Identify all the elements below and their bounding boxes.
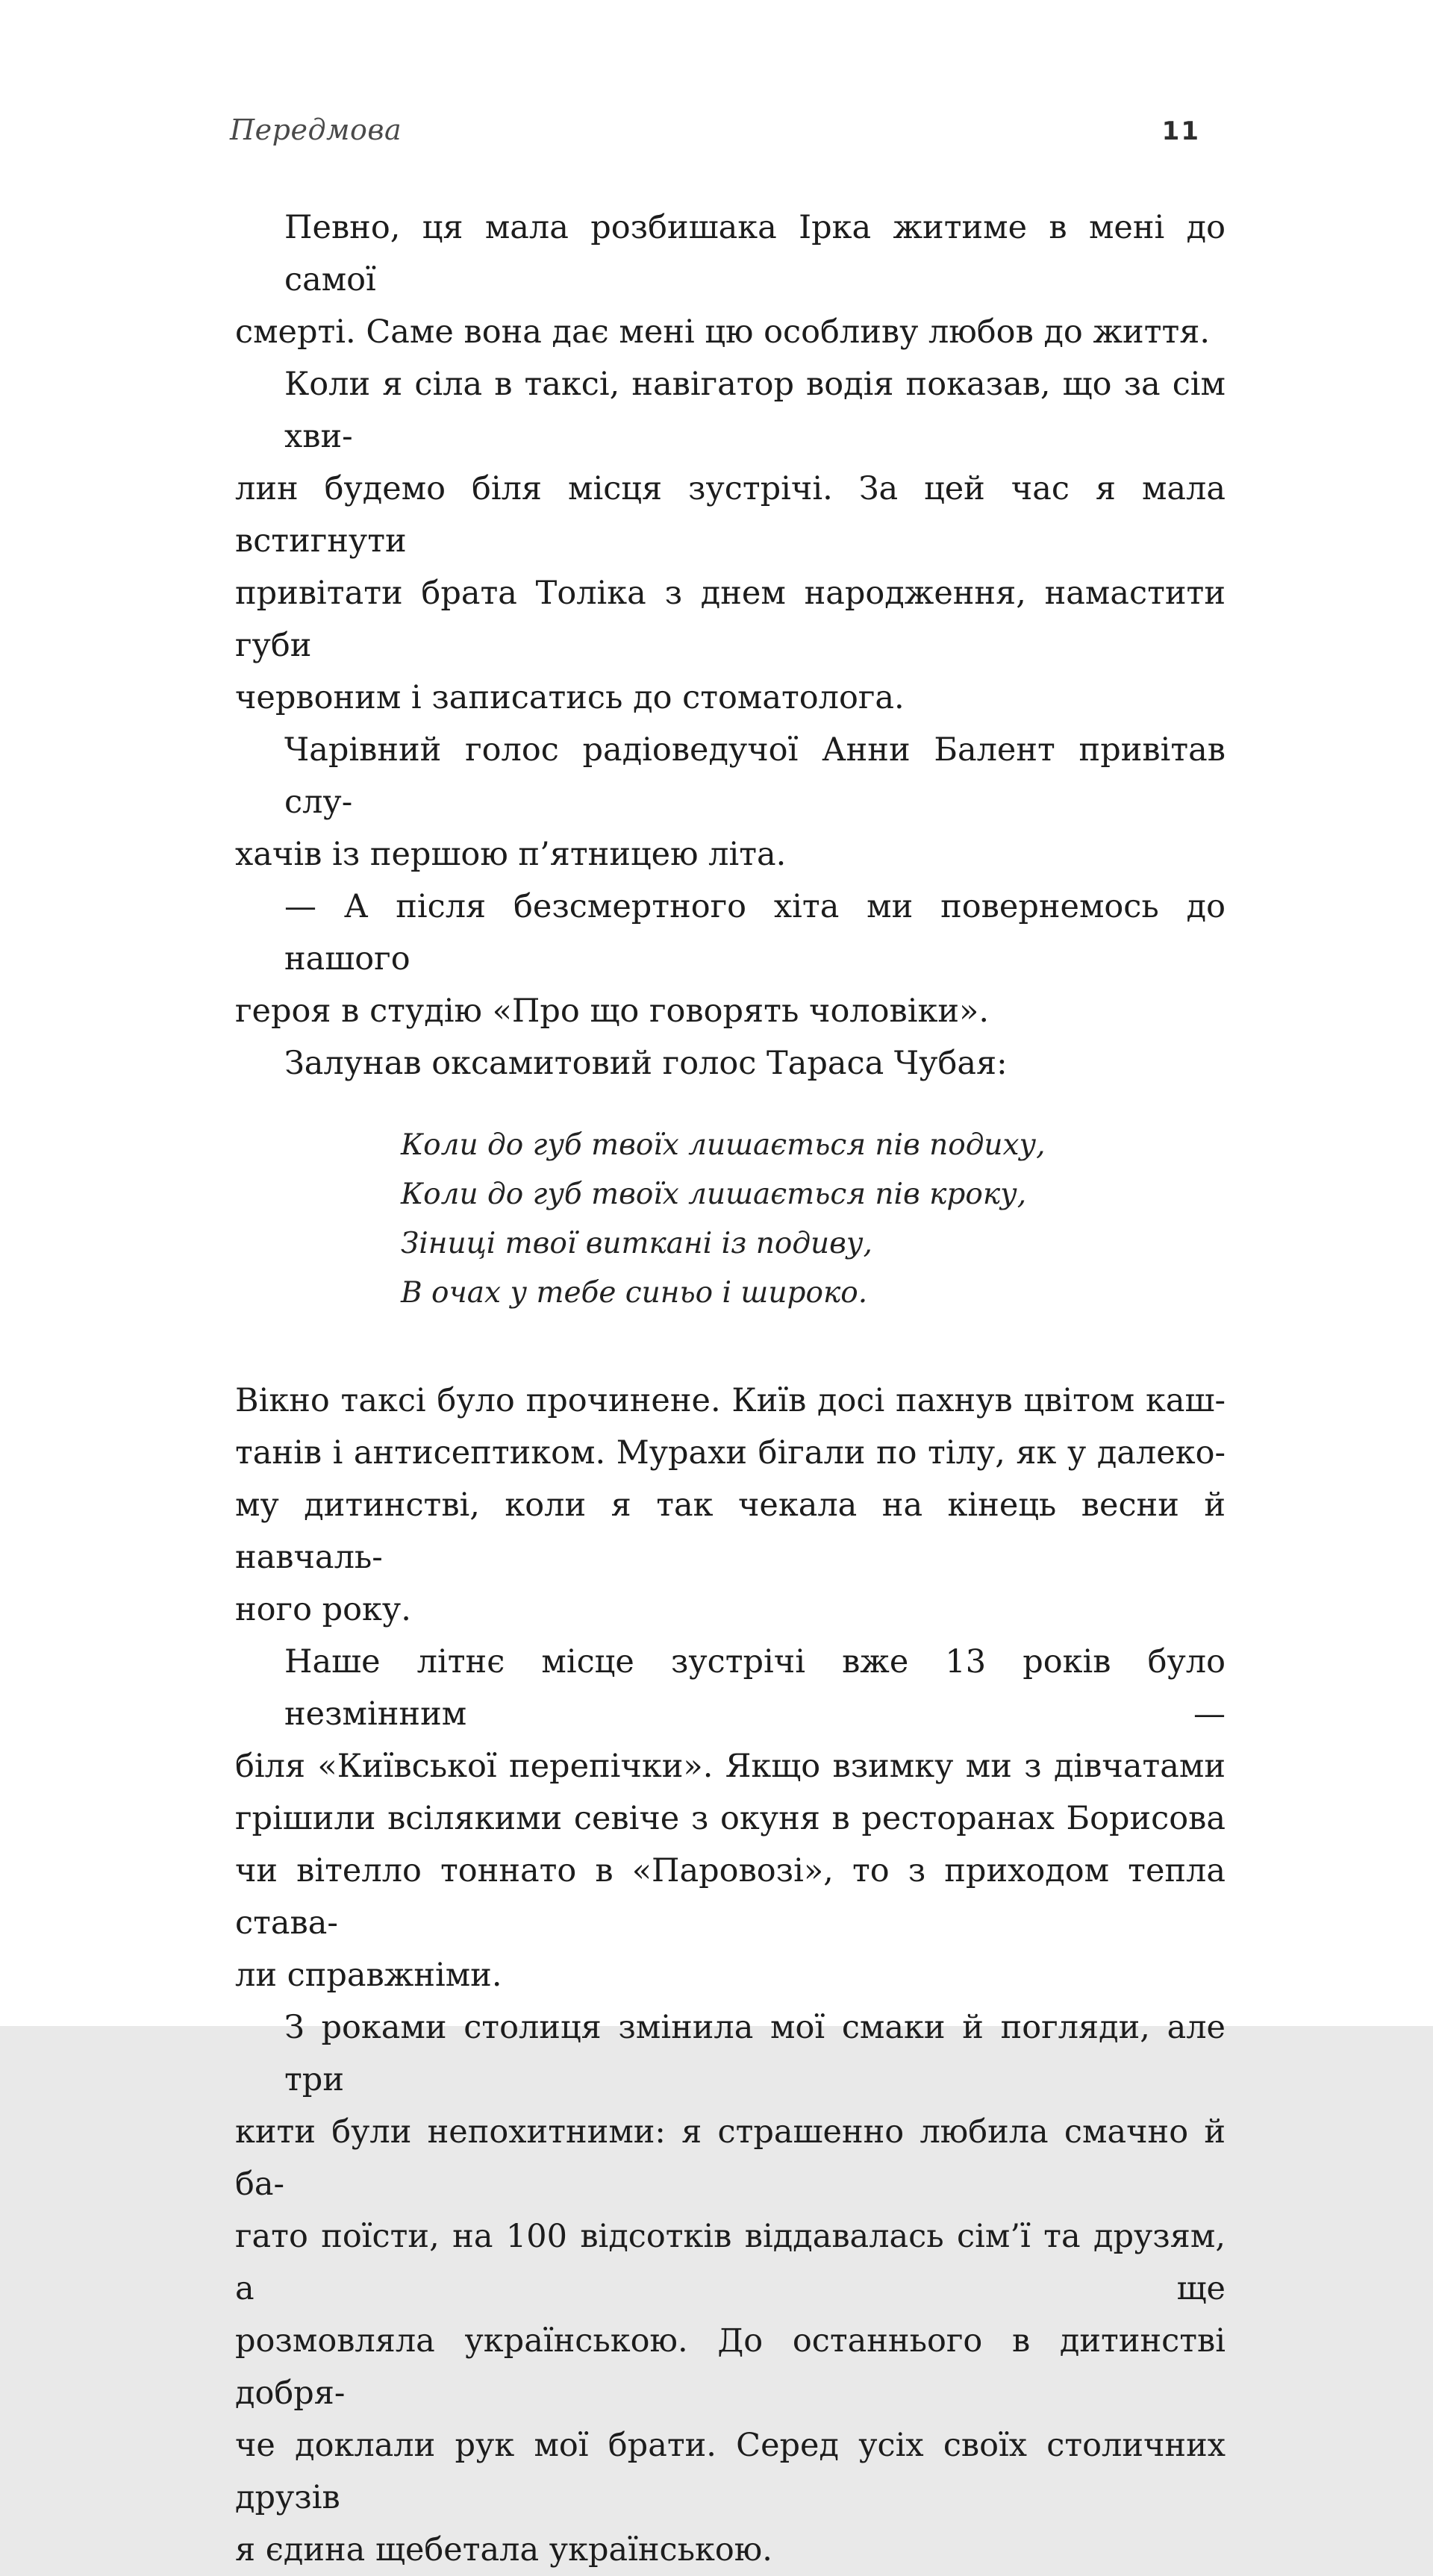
text-line: му дитинстві, коли я так чекала на кінець весни й навчаль-	[235, 1486, 1226, 1576]
page-number: 11	[1161, 116, 1200, 146]
text-line: розмовляла українською. До останнього в дитинстві добря-	[235, 2322, 1226, 2412]
page-body	[235, 201, 1226, 2576]
text-line: ли справжніми.	[235, 1957, 502, 1994]
text-line: лин будемо біля місця зустрічі. За цей час я мала встигнути	[235, 470, 1226, 560]
text-line: хачів із першою п’ятницею літа.	[235, 836, 787, 873]
text-line: чи вітелло тоннато в «Паровозі», то з приходом тепла става-	[235, 1852, 1226, 1942]
running-header	[230, 113, 1224, 146]
text-line: Наше літнє місце зустрічі вже 13 років було незмінним —	[284, 1643, 1226, 1733]
verse-line: В очах у тебе синьо і широко.	[401, 1276, 868, 1310]
paragraph	[235, 1375, 1226, 1636]
text-line: Вікно таксі було прочинене. Київ досі пахнув цвітом каш-	[235, 1382, 1226, 1419]
text-line: біля «Київської перепічки». Якщо взимку ми з дівчатами	[235, 1748, 1226, 1785]
text-line: танів і антисептиком. Мурахи бігали по тілу, як у далеко-	[235, 1434, 1226, 1472]
verse-quote	[401, 1121, 1226, 1318]
paragraph	[235, 2001, 1226, 2576]
text-line: грішили всілякими севіче з окуня в ресторанах Борисова	[235, 1800, 1226, 1837]
paragraph	[235, 1636, 1226, 2001]
text-line: — А після безсмертного хіта ми повернемось до нашого	[284, 888, 1226, 978]
text-line: ного року.	[235, 1591, 411, 1628]
paragraph	[235, 1037, 1226, 1090]
verse-line: Зіниці твої виткані із подиву,	[401, 1227, 872, 1260]
text-line: Коли я сіла в таксі, навігатор водія показав, що за сім хви-	[284, 366, 1226, 455]
text-line: Залунав оксамитовий голос Тараса Чубая:	[284, 1045, 1008, 1082]
text-line: кити були непохитними: я страшенно любила смачно й ба-	[235, 2113, 1226, 2203]
paragraph	[235, 358, 1226, 724]
text-line: че доклали рук мої брати. Серед усіх своїх столичних друзів	[235, 2427, 1226, 2516]
verse-line: Коли до губ твоїх лишається пів кроку,	[401, 1178, 1027, 1211]
paragraph	[235, 201, 1226, 358]
text-line: смерті. Саме вона дає мені цю особливу любов до життя.	[235, 313, 1211, 351]
text-line: З роками столиця змінила мої смаки й погляди, але три	[284, 2009, 1226, 2098]
text-line: Чарівний голос радіоведучої Анни Балент привітав слу-	[284, 731, 1226, 821]
text-line: гато поїсти, на 100 відсотків віддавалась сім’ї та друзям, а ще	[235, 2218, 1226, 2307]
text-line: Певно, ця мала розбишака Ірка житиме в мені до самої	[284, 209, 1226, 298]
running-title: Передмова	[230, 113, 402, 146]
text-line: червоним і записатись до стоматолога.	[235, 679, 905, 716]
text-line: я єдина щебетала українською.	[235, 2531, 772, 2569]
text-line: героя в студію «Про що говорять чоловіки».	[235, 992, 990, 1030]
paragraph	[235, 881, 1226, 1037]
text-line: привітати брата Толіка з днем народження, намастити губи	[235, 575, 1226, 664]
verse-line: Коли до губ твоїх лишається пів подиху,	[401, 1128, 1046, 1162]
paragraph	[235, 724, 1226, 881]
